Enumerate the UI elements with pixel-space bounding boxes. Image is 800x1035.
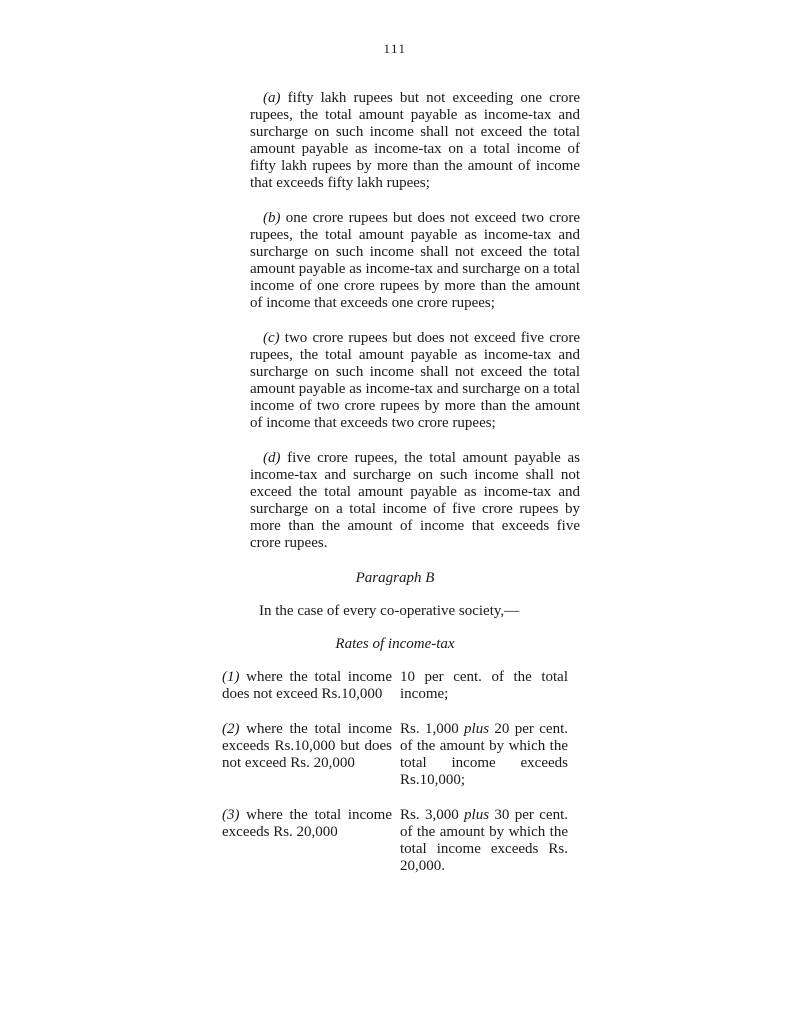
clause-a — [250, 90, 580, 192]
clause-b-marker: (b) — [263, 210, 281, 226]
rate-row-1-marker: (1) — [222, 669, 240, 685]
rate-row-1 — [222, 669, 568, 703]
clause-a-text: fifty lakh rupees but not exceeding one crore rupees, the total amount payable as income-tax and surcharge on such income shall not exceed the total amount payable as income-tax on a total income of fifty lakh rupees by more than the amount of income that exceeds fifty lakh rupees; — [250, 90, 580, 191]
clause-b-text: one crore rupees but does not exceed two crore rupees, the total amount payable as income-tax and surcharge on such income shall not exceed the total amount payable as income-tax and surcharge on a total income of one crore rupees by more than the amount of income that exceeds one crore rupees; — [250, 210, 580, 311]
clause-c-text: two crore rupees but does not exceed five crore rupees, the total amount payable as income-tax and surcharge on such income shall not exceed the total amount payable as income-tax and surcharge on a total income of two crore rupees by more than the amount of income that exceeds two crore rupees; — [250, 330, 580, 431]
clause-a-marker: (a) — [263, 90, 281, 106]
clause-d-text: five crore rupees, the total amount payable as income-tax and surcharge on such income shall not exceed the total amount payable as income-tax and surcharge on a total income of five crore rupees by more than the amount of income that exceeds five crore rupees. — [250, 450, 580, 551]
paragraph-b-heading: Paragraph B — [355, 570, 435, 586]
rate-row-3-rate: Rs. 3,000 plus 30 per cent. of the amount by which the total income exceeds Rs. 20,000. — [400, 807, 568, 874]
rate-row-1-rate: 10 per cent. of the total income; — [400, 669, 568, 702]
rate-row-3 — [222, 807, 568, 875]
rate-row-2-condition — [222, 721, 392, 789]
rate-row-3-marker: (3) — [222, 807, 240, 823]
clause-d — [250, 450, 580, 552]
page-number: 111 — [383, 41, 407, 56]
clause-c-marker: (c) — [263, 330, 280, 346]
rate-row-1-condition — [222, 669, 392, 703]
rate-row-2-condition-text: where the total income exceeds Rs.10,000 but does not exceed Rs. 20,000 — [222, 721, 392, 771]
rate-row-1-condition-text: where the total income does not exceed Rs.10,000 — [222, 669, 392, 702]
clause-d-marker: (d) — [263, 450, 281, 466]
rates-table — [222, 669, 568, 875]
rate-row-2 — [222, 721, 568, 789]
clause-c — [250, 330, 580, 432]
rate-row-3-condition — [222, 807, 392, 875]
rate-row-2-rate: Rs. 1,000 plus 20 per cent. of the amount by which the total income exceeds Rs.10,000; — [400, 721, 568, 788]
page-content — [222, 90, 580, 875]
rate-row-3-condition-text: where the total income exceeds Rs. 20,000 — [222, 807, 392, 840]
clause-b — [250, 210, 580, 312]
rate-row-2-marker: (2) — [222, 721, 240, 737]
rates-of-income-tax-heading: Rates of income-tax — [335, 636, 455, 652]
cooperative-society-intro: In the case of every co-operative society,— — [259, 603, 520, 619]
